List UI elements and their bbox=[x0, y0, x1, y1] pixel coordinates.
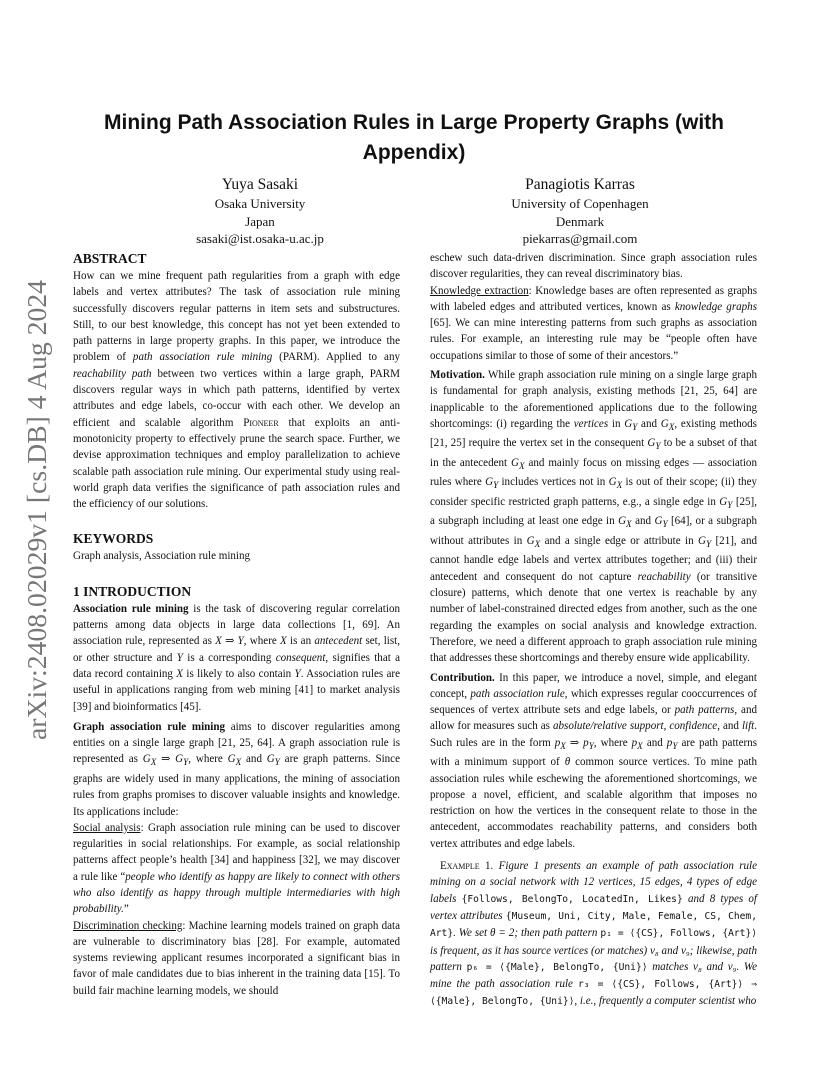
keywords-heading: KEYWORDS bbox=[73, 531, 154, 547]
author-name: Yuya Sasaki bbox=[221, 176, 299, 193]
left-column bbox=[73, 250, 400, 999]
author-name: Panagiotis Karras bbox=[525, 176, 635, 193]
author-country: Japan bbox=[245, 213, 275, 229]
intro-paragraph-1: Association rule mining is the task of discovering regular correlation patterns among data objects in large data collections [1, 69]. An association rule, represented as X ⇒ Y, where X is an antecedent set, list, or other structure and Y is a corresponding consequent, signifies that a data record containing X is likely to also contain Y. Association rules are useful in applications ranging from web mining [41] to market analysis [39] and bioinformatics [45]. bbox=[73, 602, 401, 713]
author-email: sasaki@ist.osaka-u.ac.jp bbox=[196, 231, 324, 246]
right-paragraph-0: eschew such data-driven discrimination. Since graph association rules discover regularities, they can reveal discriminatory bias. bbox=[430, 252, 757, 281]
keywords-text: Graph analysis, Association rule mining bbox=[73, 550, 251, 563]
arxiv-stamp-svg bbox=[6, 270, 58, 750]
author-block-1 bbox=[160, 175, 360, 248]
contribution-paragraph: Contribution. In this paper, we introduce a novel, simple, and elegant concept, path association rule, which expresses regular cooccurrences of sequences of vertex attribute sets and edge labels, or path patterns, and allow for measures such as absolute/relative support, confidence, and lift. Such rules are in the form $p_X$ ⇒ $p_Y$, where $p_X$ and $p_Y$ are path patterns with a minimum support of θ common source vertices. To mine path association rules while eschewing the aforementioned shortcomings, we propose a novel, efficient, and scalable algorithm that imposes no restriction on how the vertices in the consequent relate to those in the antecedent, accommodates reachability patterns, and considers both vertex attributes and edge labels. bbox=[430, 671, 757, 850]
intro-heading: 1 INTRODUCTION bbox=[73, 583, 192, 599]
intro-paragraph-3: Social analysis: Graph association rule mining can be used to discover regularities in social relationships. For example, as social relationship patterns affect people’s health [34] and happiness [32], we may discover a rule like “people who identify as happy are likely to connect with others who also identify as happy through multiple intermediaries with high probability.” bbox=[73, 821, 400, 916]
abstract-heading: ABSTRACT bbox=[73, 251, 147, 266]
right-column bbox=[430, 250, 757, 1011]
paper-title: Mining Path Association Rules in Large Property Graphs (with Appendix) bbox=[104, 111, 724, 164]
intro-paragraph-4: Discrimination checking: Machine learning models trained on graph data are vulnerable to discriminatory bias [28]. For example, automated systems reviewing applicant resumes incorporated a significant bias in favor of male candidates due to bias inherent in the training data [15]. To build fair machine learning models, we should bbox=[73, 919, 401, 997]
author-affiliation: University of Copenhagen bbox=[511, 196, 649, 211]
right-paragraph-1: Knowledge extraction: Knowledge bases are often represented as graphs with labeled edges and attributed vertices, known as knowledge graphs [65]. We can mine interesting patterns from such graphs as association rules. For example, an interesting rule may be “people often have occupations similar to those of some of their ancestors.” bbox=[430, 284, 757, 362]
motivation-paragraph: Motivation. While graph association rule mining on a single large graph is fundamental for graph analysis, existing methods [21, 25, 64] are inapplicable to the aforementioned applications due to the following shortcomings: (i) regarding the vertices in $G_Y$ and $G_X$, existing methods [21, 25] require the vertex set in the consequent $G_Y$ to be a subset of that in the antecedent $G_X$ and mainly focus on missing edges — association rules where $G_Y$ includes vertices not in $G_X$ is out of their scope; (ii) they consider specific restricted graph patterns, e.g., a single edge in $G_Y$ [25], a subgraph including at least one edge in $G_X$ and $G_Y$ [64], or a subgraph without attributes in $G_X$ and a single edge or attribute in $G_Y$ [21], and cannot handle edge labels and vertex attributes together; and (iii) their antecedent and consequent do not capture reachability (or transitive closure) patterns, which denote that one vertex is reachable by any number of label-constrained directed edges from another, such as the one regarding the examples on social analysis and knowledge extraction. Therefore, we need a different approach to graph association rule mining that addresses these shortcomings and thereby ensure wide applicability. bbox=[430, 369, 758, 665]
author-block-2 bbox=[480, 175, 680, 248]
abstract-text: How can we mine frequent path regularities from a graph with edge labels and vertex attributes? The task of association rule mining successfully discovers regular patterns in item sets and substructures. Still, to our best knowledge, this concept has not yet been extended to path patterns in large property graphs. In this paper, we introduce the problem of path association rule mining (PARM). Applied to any reachability path between two vertices within a large graph, PARM discovers regular ways in which path patterns, identified by vertex attributes and edge labels, co-occur with each other. We develop an efficient and scalable algorithm Pioneer that exploits an anti-monotonicity property to effectively prune the search space. Further, we devise approximation techniques and employ parallelization to achieve scalable path association rule mining. Our experimental study using real-world graph data verifies the significance of path association rules and the efficiency of our solutions. bbox=[73, 270, 400, 511]
example-1-paragraph: Example 1. Figure 1 presents an example of path association rule mining on a social network with 12 vertices, 15 edges, 4 types of edge labels {Follows, BelongTo, LocatedIn, Likes} and 8 types of vertex attributes {Museum, Uni, City, Male, Female, CS, Chem, Art}. We set θ = 2; then path pattern p₁ = ⟨{CS}, Follows, {Art}⟩ is frequent, as it has source vertices (or matches) v₈ and v₉; likewise, path pattern p₆ = ⟨{Male}, BelongTo, {Uni}⟩ matches v₈ and v₉. We mine the path association rule r₃ = ⟨{CS}, Follows, {Art}⟩ ⇒ ⟨{Male}, BelongTo, {Uni}⟩, i.e., frequently a computer scientist who bbox=[430, 860, 758, 1008]
arxiv-id: arXiv:2408.02029v1 [cs.DB] 4 Aug 2024 bbox=[22, 291, 52, 740]
author-affiliation: Osaka University bbox=[214, 196, 306, 211]
author-email: piekarras@gmail.com bbox=[522, 231, 638, 246]
intro-paragraph-2: Graph association rule mining aims to discover regularities among entities on a single large graph [21, 25, 64]. A graph association rule is represented as $G_X$ ⇒ $G_Y$, where $G_X$ and $G_Y$ are graph patterns. Since graphs are widely used in many applications, the mining of association rules from graphs promises to discover valuable insights and knowledge. Its applications include: bbox=[73, 720, 400, 818]
author-country: Denmark bbox=[555, 213, 605, 229]
arxiv-sidebar-stamp bbox=[6, 270, 58, 750]
